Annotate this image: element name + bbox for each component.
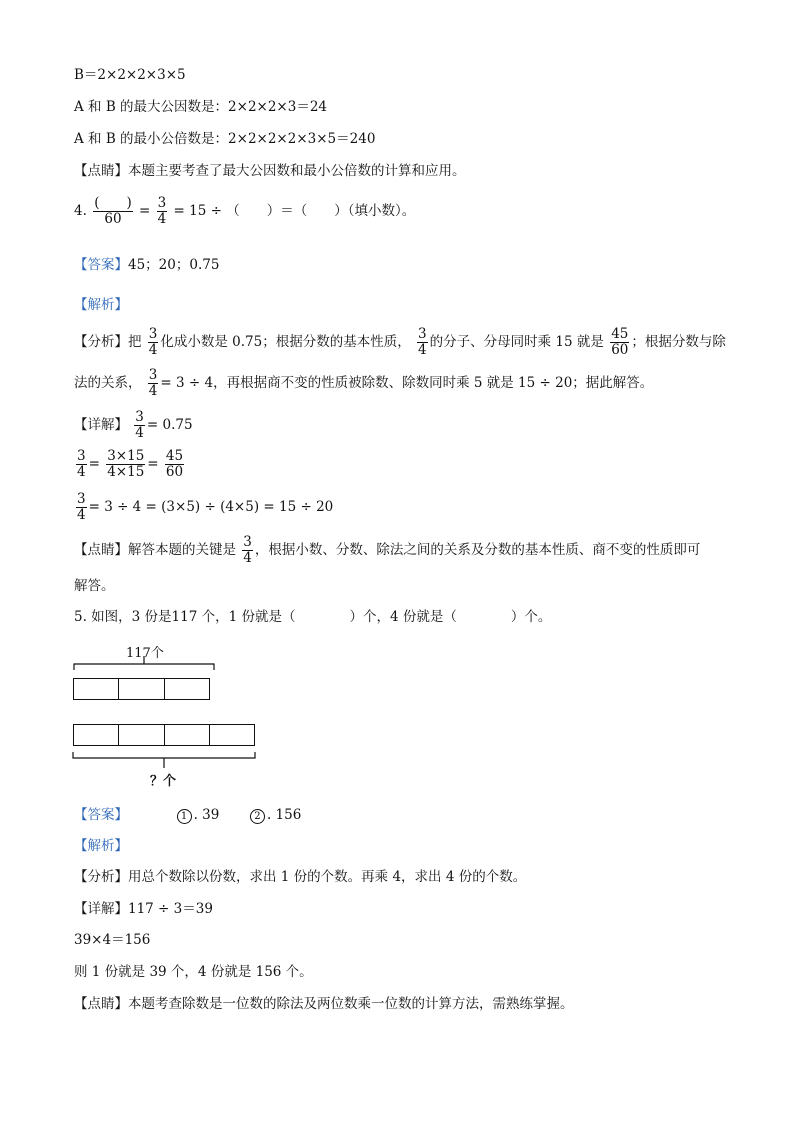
q4-tip-line1 xyxy=(74,535,700,566)
lcm-value: 2×2×2×2×3×5＝240 xyxy=(228,131,376,147)
fraction-3x15-4x15 xyxy=(106,449,145,480)
equals-sign: = xyxy=(88,456,100,472)
bottom-part-box xyxy=(118,724,165,746)
q5-tip xyxy=(74,995,574,1013)
frac-denominator: 4 xyxy=(243,550,252,566)
circled-number-icon: 1 xyxy=(177,809,192,824)
fenxi-text: 的分子、分母同时乘 15 就是 xyxy=(429,334,604,350)
fraction-3-4 xyxy=(134,410,145,441)
bottom-part-box xyxy=(73,724,119,746)
bottom-part-box xyxy=(164,724,210,746)
tip-tag: 【点睛】 xyxy=(74,163,128,179)
bottom-part-box xyxy=(209,724,255,746)
circled-number-icon: 2 xyxy=(250,809,265,824)
q4-analysis-tag xyxy=(74,296,128,314)
fenxi-text: ；根据分数与除 xyxy=(631,334,726,350)
frac-numerator: 3 xyxy=(148,367,158,383)
q4-fenxi-line1 xyxy=(74,327,726,358)
fraction-3-4 xyxy=(148,368,159,399)
top-part-box xyxy=(164,678,210,700)
frac-denominator: 60 xyxy=(165,464,184,480)
frac-denominator: 4 xyxy=(135,425,144,441)
equals-sign: = xyxy=(147,456,159,472)
frac-numerator: 3 xyxy=(77,448,86,464)
detail-tag: 【详解】 xyxy=(74,901,128,917)
answer-text: 45；20；0.75 xyxy=(128,257,220,273)
fraction-3-4 xyxy=(76,492,87,523)
fenxi-tag: 【分析】 xyxy=(74,869,128,885)
fenxi-tag: 【分析】 xyxy=(74,334,128,350)
fraction-45-60 xyxy=(610,327,629,358)
lcm-label: A 和 B 的最小公倍数是： xyxy=(74,131,229,147)
top-part-box xyxy=(118,678,165,700)
bottom-unknown-label: ？个 xyxy=(150,774,177,789)
frac-numerator: 3×15 xyxy=(107,448,145,464)
answer-value: . 39 xyxy=(193,807,220,823)
q4-detail-line3 xyxy=(74,492,333,523)
top-brace xyxy=(70,652,220,674)
gcd-line xyxy=(74,98,327,116)
frac-numerator: 45 xyxy=(611,326,629,342)
frac-denominator: 4×15 xyxy=(107,464,145,480)
fenxi-text: = 3 ÷ 4，再根据商不变的性质被除数、除数同时乘 5 就是 15 ÷ 20；据此解答。 xyxy=(160,375,654,391)
fenxi-text: 法的关系， xyxy=(74,375,142,391)
fraction-3-4 xyxy=(148,327,159,358)
gcd-label: A 和 B 的最大公因数是： xyxy=(74,99,229,115)
q4-tip-line2: 解答。 xyxy=(74,578,115,594)
frac-numerator: 45 xyxy=(165,448,184,464)
tip-text: 解答本题的关键是 xyxy=(128,542,236,558)
q5-detail-1 xyxy=(74,900,213,918)
frac-denominator: 4 xyxy=(418,342,427,358)
fraction-45-60 xyxy=(165,449,184,480)
frac-denominator: 4 xyxy=(157,211,167,227)
q4-frac-num: ( ) xyxy=(94,195,132,211)
frac-numerator: 3 xyxy=(243,534,252,550)
q4-fraction-blank xyxy=(93,196,133,227)
top-part-box xyxy=(73,678,119,700)
b-factorization: B＝2×2×2×3×5 xyxy=(74,67,186,83)
q5-question: 5. 如图，3 份是117 个，1 份就是（ ）个，4 份就是（ ）个。 xyxy=(74,609,552,625)
q4-number: 4. xyxy=(74,203,87,219)
frac-numerator: 3 xyxy=(135,409,144,425)
q5-answer xyxy=(74,806,301,824)
frac-numerator: 3 xyxy=(148,326,158,342)
tip-text: ，根据小数、分数、除法之间的关系及分数的基本性质、商不变的性质即可 xyxy=(254,542,701,558)
q4-answer xyxy=(74,256,219,274)
q4-detail-line1 xyxy=(74,410,193,441)
tip-tag: 【点睛】 xyxy=(74,996,128,1012)
frac-numerator: 3 xyxy=(77,491,86,507)
frac-numerator: 3 xyxy=(157,195,167,211)
analysis-tag: 【解析】 xyxy=(74,297,128,313)
tip-text: 本题主要考查了最大公因数和最小公倍数的计算和应用。 xyxy=(128,163,466,179)
q4-fenxi-line2 xyxy=(74,368,653,399)
tip-text: 本题考查除数是一位数的除法及两位数乘一位数的计算方法，需熟练掌握。 xyxy=(128,996,574,1012)
q5-detail-3: 则 1 份就是 39 个，4 份就是 156 个。 xyxy=(74,964,313,980)
detail-text: = 0.75 xyxy=(146,417,193,433)
frac-numerator: 3 xyxy=(418,326,427,342)
fenxi-text: 用总个数除以份数，求出 1 份的个数。再乘 4，求出 4 份的个数。 xyxy=(128,869,527,885)
detail-text: = 3 ÷ 4 = (3×5) ÷ (4×5) = 15 ÷ 20 xyxy=(88,499,334,515)
lcm-line xyxy=(74,130,375,148)
frac-denominator: 4 xyxy=(148,383,158,399)
prev-tip xyxy=(74,162,466,180)
q4-rest: = 15 ÷ （ ）＝（ ）（填小数）。 xyxy=(173,203,416,219)
detail-text: 117 ÷ 3＝39 xyxy=(128,901,213,917)
q4-detail-line2 xyxy=(74,449,186,480)
q5-detail-2: 39×4＝156 xyxy=(74,932,151,948)
fenxi-text: 化成小数是 0.75；根据分数的基本性质， xyxy=(160,334,411,350)
fraction-3-4 xyxy=(242,535,253,566)
gcd-value: 2×2×2×3＝24 xyxy=(228,99,328,115)
q4-frac-den: 60 xyxy=(104,211,122,227)
answer-tag: 【答案】 xyxy=(74,257,128,273)
top-total-label: 117个 xyxy=(126,646,164,661)
q5-analysis-tag xyxy=(74,837,128,855)
detail-tag: 【详解】 xyxy=(74,417,128,433)
frac-denominator: 4 xyxy=(77,507,86,523)
frac-denominator: 4 xyxy=(148,342,158,358)
answer-tag: 【答案】 xyxy=(74,807,128,823)
q4-question xyxy=(74,196,415,227)
q4-fraction-3-4 xyxy=(157,196,168,227)
fraction-3-4 xyxy=(76,449,87,480)
tip-tag: 【点睛】 xyxy=(74,542,128,558)
q4-eq: = xyxy=(139,203,151,219)
q5-fenxi xyxy=(74,868,526,886)
frac-denominator: 4 xyxy=(77,464,86,480)
fraction-3-4 xyxy=(417,327,428,358)
answer-value: . 156 xyxy=(266,807,302,823)
bottom-brace xyxy=(70,748,260,772)
fenxi-text: 把 xyxy=(128,334,142,350)
analysis-tag: 【解析】 xyxy=(74,838,128,854)
frac-denominator: 60 xyxy=(611,342,629,358)
